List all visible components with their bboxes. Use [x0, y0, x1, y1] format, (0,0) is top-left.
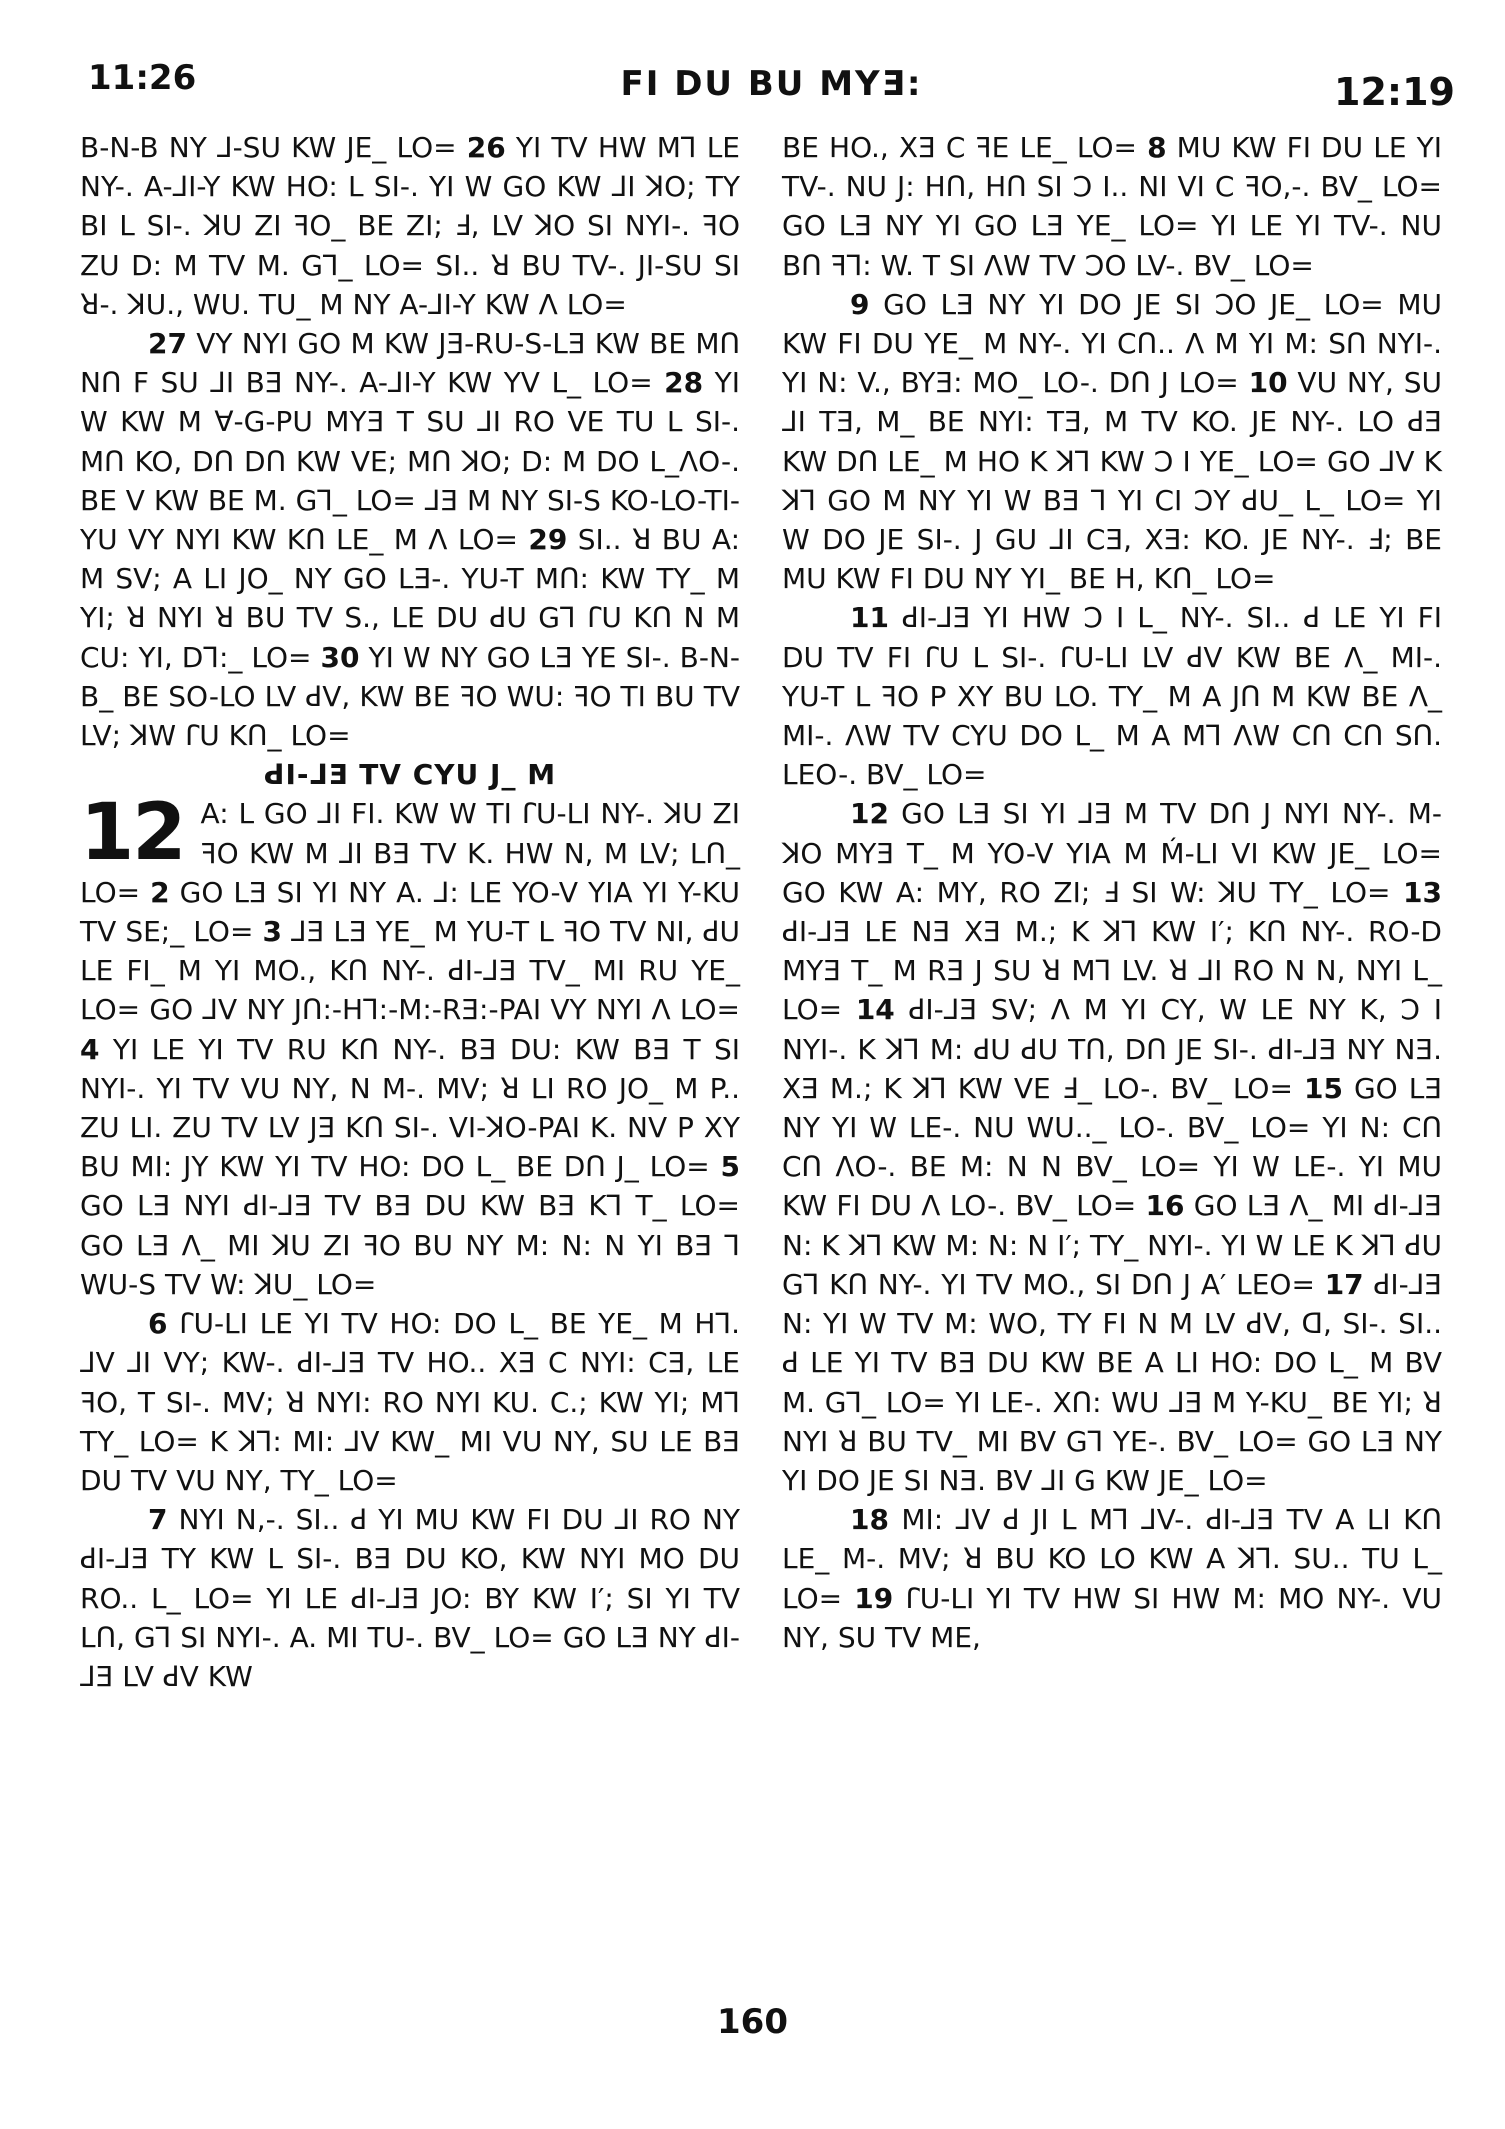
verse-text: GO LƎ SI YI ⅃Ǝ M TV Dꓵ J NYI NY-. M-ꓘO MYƎ T_ M YO-V YIA M Ḿ-LI VI KW JE_ LO= GO KW A: MY, RO ZI; Ⅎ SI W: ꓘU TY_ LO= [782, 797, 1442, 909]
verse-text: GO LƎ NY YI W LE-. NU WU.._ LO-. BV_ LO= YI N: Cꓵ Cꓵ ΛO-. BE M: N N BV_ LO= YI W LE-. YI MU KW FI DU Λ LO-. BV_ LO= [782, 1071, 1443, 1223]
verse-text: YI W KW M ꓯ-G-PU MYƎ T SU ⅃I RO VE TU L SI-. Mꓵ KO, Dꓵ Dꓵ KW VE; Mꓵ ꓘO; D: M DO L_ΛO-. BE V KW BE M. G⅂_ LO= ⅃Ǝ M NY SI-S KO-LO-TI-YU VY NYI KW Kꓵ LE_ M Λ LO= [80, 366, 740, 557]
verse-number: 9 [850, 287, 870, 321]
verse-number: 5 [720, 1150, 740, 1184]
verse-number: 26 [466, 131, 506, 164]
running-header [88, 58, 1455, 114]
verse-text: BE HO., XƎ C ꟻE LE_ LO= [782, 131, 1148, 164]
paragraph [782, 1500, 1442, 1657]
verse-text: VU NY, SU ⅃I TƎ, M_ BE NYI: TƎ, M TV KO. JE NY-. LO ꓒƎ KW Dꓵ LE_ M HO K ꓘ⅂ KW Ↄ I YE_ LO= GO ⅃V K ꓘ⅂ GO M NY YI W BƎ ⅂ YI CI ↃY ꓒU_ L_ LO= YI W DO JE SI-. J GU ⅃I CƎ, XƎ: KO. JE NY-. Ⅎ; BE MU KW FI DU NY YI_ BE H, Kꓵ_ LO= [782, 366, 1442, 596]
verse-number: 11 [850, 601, 889, 635]
verse-text: GO LƎ NY YI DO JE SI ↃO JE_ LO= MU KW FI DU YE_ M NY-. YI Cꓵ.. Λ M YI M: Sꓵ NYI-. YI N: V., BYƎ: MO_ LO-. Dꓵ J LO= [782, 287, 1442, 400]
verse-number: 7 [148, 1503, 168, 1537]
paragraph [80, 1500, 740, 1696]
verse-number: 18 [850, 1503, 889, 1537]
verse-text: YI W NY GO LƎ YE SI-. B-N-B_ BE SO-LO LV ꓒV, KW BE ꟻO WU: ꟻO TI BU TV LV; ꓘW ꓩU Kꓵ_ LO= [80, 640, 740, 753]
verse-text: B-N-B NY ⅃-SU KW JE_ LO= [80, 131, 467, 164]
verse-text: ꓩU-LI YI TV HW SI HW M: MO NY-. VU NY, SU TV ME, [782, 1581, 1442, 1654]
verse-text: GO LƎ Λ_ MI ꓒI-⅃Ǝ N: K ꓘ⅂ KW M: N: N I′; TY_ NYI-. YI W LE K ꓘ⅂ ꓒU G⅂ Kꓵ NY-. YI TV MO., SI Dꓵ J A′ LEO= [782, 1189, 1443, 1301]
header-left-reference: 11:26 [88, 58, 197, 98]
verse-number: 16 [1145, 1189, 1185, 1223]
verse-number: 13 [1403, 875, 1442, 909]
verse-text: ꓒI-⅃Ǝ SV; Λ M YI CY, W LE NY K, Ↄ I NYI-. K ꓘ⅂ M: ꓒU ꓒU Tꓵ, Dꓵ JE SI-. ꓒI-⅃Ǝ NY NƎ. XƎ M.; K ꓘ⅂ KW VE Ⅎ_ LO-. BV_ LO= [782, 993, 1443, 1105]
paragraph [782, 285, 1442, 599]
verse-text: A: L GO ⅃I FI. KW W TI ꓩU-LI NY-. ꓘU ZI ꟻO KW M ⅃I BƎ TV K. HW N, M LV; Lꓵ_ LO= [80, 797, 740, 909]
section-heading: ꓒI-⅃Ǝ TV CYU J_ M [263, 758, 557, 792]
verse-number: 30 [320, 640, 360, 674]
verse-number: 8 [1147, 131, 1167, 164]
verse-text: GO LƎ NYI ꓒI-⅃Ǝ TV BƎ DU KW BƎ K⅂ T_ LO= GO LƎ Λ_ MI ꓘU ZI ꟻO BU NY M: N: N YI BƎ ⅂ WU-S TV W: ꓘU_ LO= [80, 1189, 740, 1301]
verse-number: 15 [1303, 1071, 1343, 1105]
verse-text: YI LE YI TV RU Kꓵ NY-. BƎ DU: KW BƎ T SI NYI-. YI TV VU NY, N M-. MV; ꓤ LI RO JO_ M P.. ZU LI. ZU TV LV JƎ Kꓵ SI-. VI-ꓘO-PAI K. NV P XY BU MI: JY KW YI TV HO: DO L_ BE Dꓵ J_ LO= [80, 1032, 740, 1184]
verse-number: 17 [1324, 1267, 1364, 1301]
paragraph [80, 324, 740, 755]
verse-text: NYI N,-. SI.. ꓒ YI MU KW FI DU ⅃I RO NY ꓒI-⅃Ǝ TY KW L SI-. BƎ DU KO, KW NYI MO DU RO.. L_ LO= YI LE ꓒI-⅃Ǝ JO: BY KW I′; SI YI TV Lꓵ, G⅂ SI NYI-. A. MI TU-. BV_ LO= GO LƎ NY ꓒI-⅃Ǝ LV ꓒV KW [80, 1503, 740, 1693]
paragraph [80, 1304, 740, 1500]
verse-text: ꓒI-⅃Ǝ YI HW Ↄ I L_ NY-. SI.. ꓒ LE YI FI DU TV FI ꓩU L SI-. ꓩU-LI LV ꓒV KW BE Λ_ MI-. YU-T L ꟻO P XY BU LO. TY_ M A Jꓵ M KW BE Λ_ MI-. ΛW TV CYU DO L_ M A M⅂ ΛW Cꓵ Cꓵ Sꓵ. LEO-. BV_ LO= [782, 601, 1442, 792]
verse-number: 10 [1248, 366, 1288, 400]
verse-number: 27 [148, 327, 187, 361]
verse-text: ꓒI-⅃Ǝ N: YI W TV M: WO, TY FI N M LV ꓒV, ꓷ, SI-. SI.. ꓒ LE YI TV BƎ DU KW BE A LI HO: DO L_ M BV M. G⅂_ LO= YI LE-. Xꓵ: WU ⅃Ǝ M Y-KU_ BE YI; ꓤ NYI ꓤ BU TV_ MI BV G⅂ YE-. BV_ LO= GO LƎ NY YI DO JE SI NƎ. BV ⅃I G KW JE_ LO= [782, 1267, 1442, 1497]
book-title: FI DU BU MYƎ: [620, 64, 923, 104]
chapter-number: 12 [80, 788, 185, 879]
header-right-reference: 12:19 [1334, 70, 1455, 114]
verse-number: 3 [262, 915, 282, 949]
verse-number: 4 [80, 1032, 100, 1066]
left-column [80, 128, 740, 1696]
verse-text: ꓒI-⅃Ǝ LE NƎ XƎ M.; K ꓘ⅂ KW I′; Kꓵ NY-. RO-D MYƎ T_ M RƎ J SU ꓤ M⅂ LV. ꓤ ⅃I RO N N, NYI L_ LO= [782, 915, 1442, 1027]
right-column [782, 128, 1442, 1657]
verse-text: ⅃Ǝ LƎ YE_ M YU-T L ꟻO TV NI, ꓒU LE FI_ M YI MO., Kꓵ NY-. ꓒI-⅃Ǝ TV_ MI RU YE_ LO= GO ⅃V NY Jꓵ:-H⅂:-M:-RƎ:-PAI VY NYI Λ LO= [80, 915, 740, 1027]
verse-text: VY NYI GO M KW JƎ-RU-S-LƎ KW BE Mꓵ Nꓵ F SU ⅃I BƎ NY-. A-⅃I-Y KW YV L_ LO= [80, 327, 740, 400]
paragraph [782, 128, 1442, 285]
verse-text: YI TV HW M⅂ LE NY-. A-⅃I-Y KW HO: L SI-. YI W GO KW ⅃I ꓘO; TY BI L SI-. ꓘU ZI ꟻO_ BE ZI; Ⅎ, LV ꓘO SI NYI-. ꟻO ZU D: M TV M. G⅂_ LO= SI.. ꓤ BU TV-. JI-SU SI ꓤ-. ꓘU., WU. TU_ M NY A-⅃I-Y KW Λ LO= [80, 131, 740, 321]
page-number: 160 [717, 2002, 788, 2042]
verse-number: 14 [855, 993, 895, 1027]
paragraph [80, 788, 740, 1304]
verse-number: 29 [528, 523, 568, 557]
verse-text: ꓩU-LI LE YI TV HO: DO L_ BE YE_ M H⅂. ⅃V ⅃I VY; KW-. ꓒI-⅃Ǝ TV HO.. XƎ C NYI: CƎ, LE ꟻO, T SI-. MV; ꓤ NYI: RO NYI KU. C.; KW YI; M⅂ TY_ LO= K ꓘ⅂: MI: ⅃V KW_ MI VU NY, SU LE BƎ DU TV VU NY, TY_ LO= [80, 1307, 740, 1497]
paragraph [80, 128, 740, 324]
paragraph [782, 598, 1442, 794]
verse-number: 19 [854, 1581, 894, 1615]
verse-number: 2 [150, 875, 170, 909]
verse-number: 28 [664, 366, 704, 400]
verse-number: 6 [148, 1307, 168, 1341]
paragraph [782, 794, 1442, 1500]
verse-number: 12 [850, 797, 889, 831]
verse-text: GO LƎ SI YI NY A. ⅃: LE YO-V YIA YI Y-KU TV SE;_ LO= [80, 875, 740, 949]
verse-text: MI: ⅃V ꓒ JI L M⅂ ⅃V-. ꓒI-⅃Ǝ TV A LI Kꓵ LE_ M-. MV; ꓤ BU KO LO KW A ꓘ⅂. SU.. TU L_ LO= [782, 1503, 1442, 1615]
verse-text: SI.. ꓤ BU A: M SV; A LI JO_ NY GO LƎ-. YU-T Mꓵ: KW TY_ M YI; ꓤ NYI ꓤ BU TV S., LE DU ꓒU G⅂ ꓩU Kꓵ N M CU: YI, D⅂:_ LO= [80, 523, 741, 674]
verse-text: MU KW FI DU LE YI TV-. NU J: Hꓵ, Hꓵ SI Ↄ I.. NI VI C ꟻO,-. BV_ LO= GO LƎ NY YI GO LƎ YE_ LO= YI LE YI TV-. NU Bꓵ ꟻ⅂: W. T SI ΛW TV ↃO LV-. BV_ LO= [782, 131, 1442, 282]
